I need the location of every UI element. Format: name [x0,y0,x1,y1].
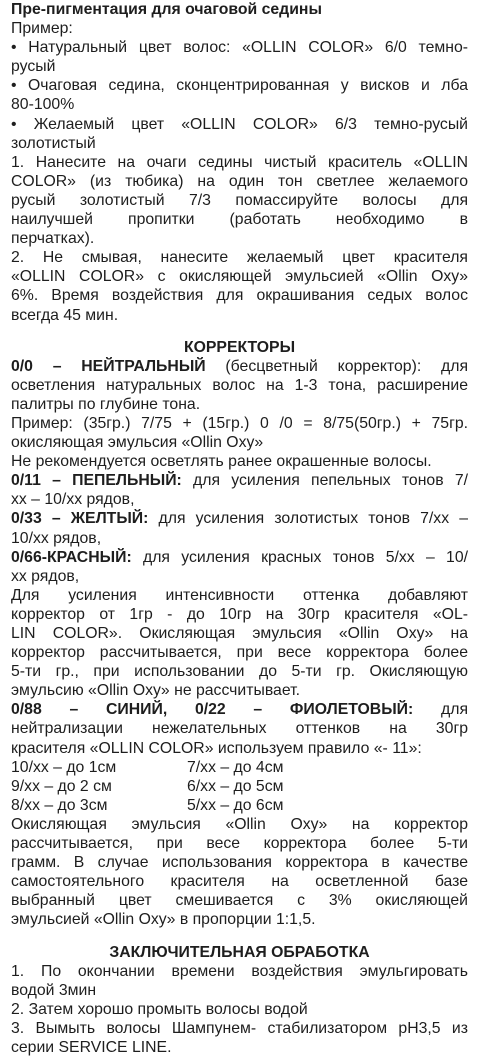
yellow-line2: 10/хх рядов, [11,529,102,547]
rule-cell: 8/хх – до 3см [11,796,108,814]
bullet-focal-gray-line1: • Очаговая седина, сконцентрированная у висков и лба [11,77,468,95]
rule-table [11,758,468,815]
bullet-desired-color-line2: золотистый [11,134,96,152]
bullet-desired-color-line1: • Желаемый цвет «OLLIN COLOR» 6/3 темно-русый [11,115,468,133]
rule-cell: 10/хх – до 1см [11,758,117,776]
final-step3-line2: серии SERVICE LINE. [11,1038,172,1056]
step1-line4: наилучшей пропитки (работать необходимо в [11,211,468,229]
step1-line2: COLOR» (из тюбика) на один тон светлее желаемого [11,172,468,190]
intensity-line2: корректор от 1гр - до 10гр на 30гр красителя «OL- [11,605,468,623]
red-heading: 0/66-КРАСНЫЙ: [11,548,132,566]
step2-line3: 6%. Время воздействия для окрашивания седых волос [11,287,468,305]
rule-row [11,796,468,815]
rule-row [11,777,468,796]
neutral-line2: осветления натуральных волос на 1-3 тона, расширение [11,376,468,394]
ash-heading: 0/11 – ПЕПЕЛЬНЫЙ: [11,472,182,490]
document-page [11,0,468,1057]
step2-line2: «OLLIN COLOR» с окисляющей эмульсией «Ollin Oxy» [11,268,468,286]
ash-desc: для усиления пепельных тонов 7/ [181,472,468,490]
correctors-title: КОРРЕКТОРЫ [183,338,296,356]
final-step1-line1: 1. По окончании времени воздействия эмульгировать [11,962,468,980]
blue-violet-desc: для [413,701,468,719]
red-line1 [11,548,468,567]
neutral-example-line2: окисляющая эмульсия «Ollin Oxy» [11,434,264,452]
final-step2: 2. Затем хорошо промыть волосы водой [11,1000,308,1018]
step1-line3: русый золотистый 7/3 помассируйте волосы для [11,191,468,209]
bullet-natural-color-line2: русый [11,58,56,76]
ash-line2: хх – 10/хх рядов, [11,491,135,509]
blue-violet-line3: красителя «OLLIN COLOR» используем правило «- 11»: [11,739,422,757]
red-line2: хх рядов, [11,567,80,585]
step1-line5: перчатках). [11,230,95,248]
neutral-desc: (бесцветный корректор): для [205,357,468,375]
intensity-line6: эмульсию «Ollin Oxy» не рассчитывает. [11,682,300,700]
final-step1-line2: водой 3мин [11,981,97,999]
intensity-line3: LIN COLOR». Окисляющая эмульсия «Ollin Oxy» на [11,625,468,642]
rule-cell: 6/хх – до 5см [187,777,284,795]
rule-row [11,758,468,777]
oxy-note-line5: выбранный цвет смешивается с 3% окисляющей [11,892,468,910]
final-treatment-title: ЗАКЛЮЧИТЕЛЬНАЯ ОБРАБОТКА [109,943,370,961]
intensity-line4: корректор рассчитывается, при весе корректора более [11,644,468,662]
oxy-note-line1: Окисляющая эмульсия «Ollin Oxy» на корректор [11,815,468,833]
final-step3-line1: 3. Вымыть волосы Шампунем- стабилизатором pH3,5 из [11,1019,468,1037]
step1-line1: 1. Нанесите на очаги седины чистый краситель «OLLIN [11,153,468,171]
oxy-note-line3: грамм. В случае использования корректора в качестве [11,854,468,872]
blue-violet-line1 [11,700,468,719]
bullet-focal-gray-line2: 80-100% [11,96,75,114]
blue-violet-line2: нейтрализации нежелательных оттенков на 30гр [11,720,468,738]
yellow-heading: 0/33 – ЖЕЛТЫЙ: [11,510,149,528]
neutral-example-line1: Пример: (35гр.) 7/75 + (15гр.) 0 /0 = 8/75(50гр.) + 75гр. [11,414,468,432]
step2-line1: 2. Не смывая, нанесите желаемый цвет красителя [11,249,468,267]
neutral-line3: палитры по глубине тона. [11,395,201,413]
intensity-line1: Для усиления интенсивности оттенка добавляют [11,586,468,604]
oxy-note-line2: рассчитывается, при весе корректора более 5-ти [11,835,468,853]
neutral-note: Не рекомендуется осветлять ранее окрашенные волосы. [11,453,432,471]
bullet-natural-color-line1: • Натуральный цвет волос: «OLLIN COLOR» 6/0 темно- [11,39,468,57]
step2-line4: всегда 45 мин. [11,306,119,324]
rule-cell: 5/хх – до 6см [187,796,284,814]
rule-cell: 7/хх – до 4см [187,758,284,776]
oxy-note-line6: эмульсией «Ollin Oxy» в пропорции 1:1,5. [11,911,316,929]
blue-violet-heading: 0/88 – СИНИЙ, 0/22 – ФИОЛЕТОВЫЙ: [11,701,414,719]
example-label: Пример: [11,20,73,38]
oxy-note-line4: самостоятельного красителя на осветленной базе [11,873,468,891]
ash-line1 [11,471,468,490]
rule-cell: 9/хх – до 2 см [11,777,112,795]
neutral-heading: 0/0 – НЕЙТРАЛЬНЫЙ [11,357,206,375]
red-desc: для усиления красных тонов 5/хх – 10/ [131,548,468,566]
yellow-desc: для усиления золотистых тонов 7/хх – [148,510,468,528]
intensity-line5: 5-ти гр., при использовании до 5-ти гр. Окисляющую [11,663,468,681]
prepigmentation-title: Пре-пигментация для очаговой седины [11,1,322,18]
neutral-line1 [11,357,468,376]
yellow-line1 [11,509,468,528]
